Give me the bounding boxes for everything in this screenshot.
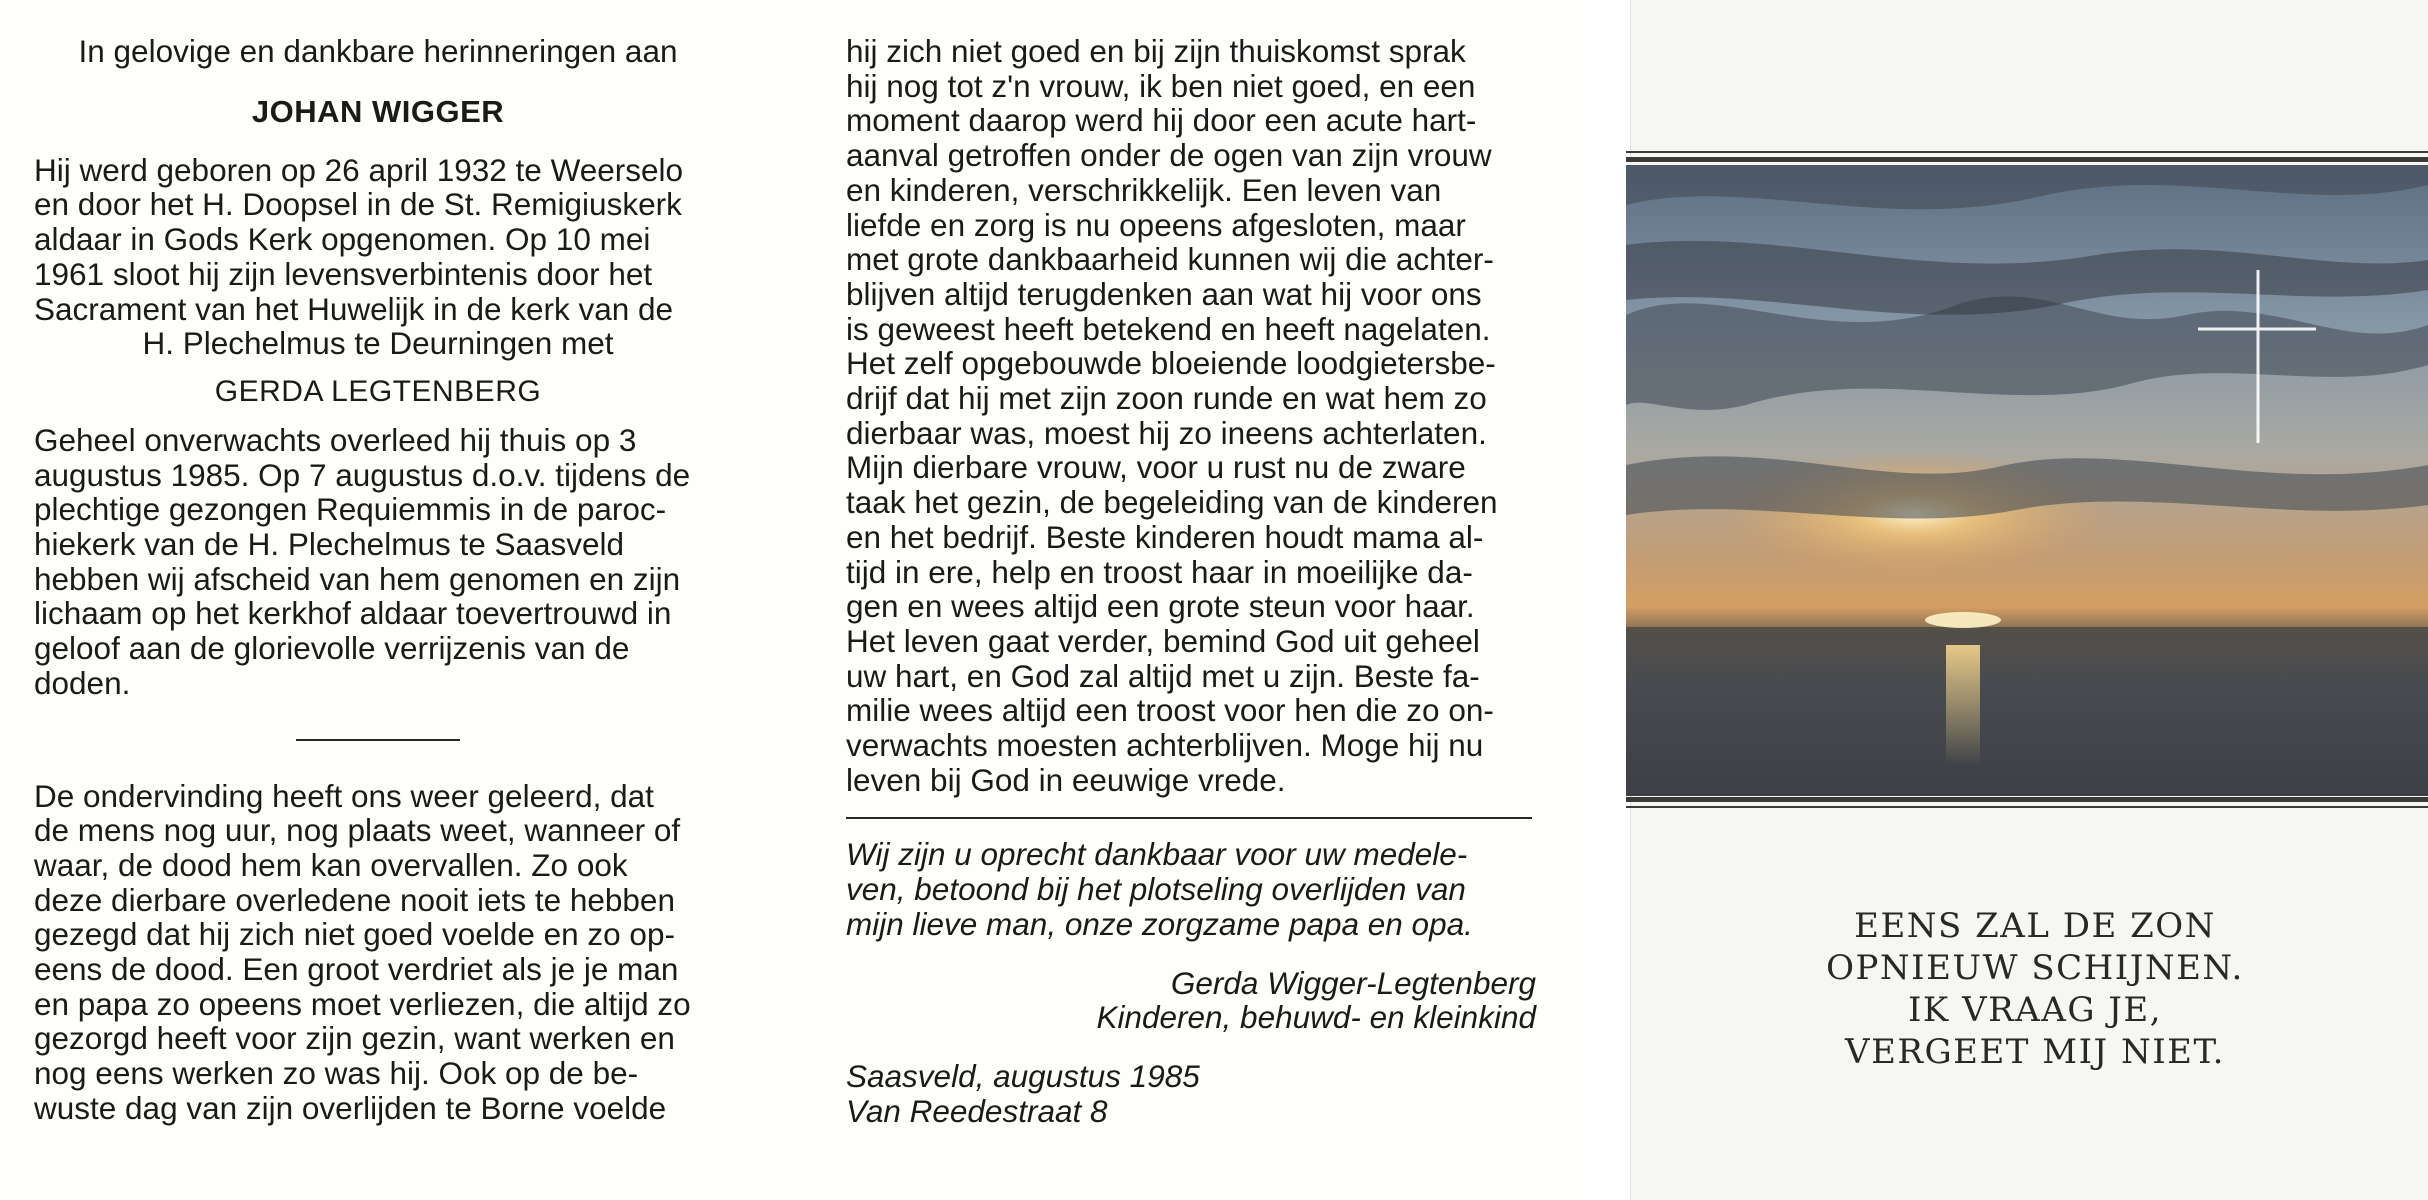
signature-name: Gerda Wigger-Legtenberg [1170,964,1536,1001]
text-line: eens de dood. Een groot verdriet als je je man [34,951,679,988]
frame-rule [1626,157,2428,162]
place-date: Saasveld, augustus 1985 [846,1057,1200,1094]
continuation-paragraph [846,34,1536,797]
text-line: gezegd dat hij zich niet goed voelde en zo op- [34,916,675,953]
thanks-paragraph [846,837,1536,941]
text-line: hiekerk van de H. Plechelmus te Saasveld [34,526,625,563]
intro-line: In gelovige en dankbare herinneringen aan [78,33,678,69]
text-line: milie wees altijd een troost voor hen die zo on- [846,692,1494,729]
text-line: en het bedrijf. Beste kinderen houdt mama al- [846,518,1484,555]
text-line: is geweest heeft betekend en heeft nagelaten. [846,310,1491,347]
text-line: De ondervinding heeft ons weer geleerd, dat [34,777,654,814]
text-line: geloof aan de glorievolle verrijzenis van de [34,630,630,667]
motto-line: OPNIEUW SCHIJNEN. [1826,948,2244,988]
text-line: en door het H. Doopsel in de St. Remigiuskerk [34,186,682,223]
text-line: en kinderen, verschrikkelijk. Een leven van [846,171,1442,208]
address: Van Reedestraat 8 [846,1092,1108,1129]
motto-line: VERGEET MIJ NIET. [1845,1032,2225,1072]
sunset-photo-frame [1626,151,2428,810]
text-line: uw hart, en God zal altijd met u zijn. Beste fa- [846,657,1480,694]
frame-rule [1626,797,2428,802]
sunset-landscape-image [1626,165,2428,796]
sunset-photo [1626,165,2428,796]
text-line: drijf dat hij met zijn zoon runde en wat hem zo [846,380,1487,417]
text-line: deze dierbare overledene nooit iets te hebben [34,881,675,918]
spouse-name: GERDA LEGTENBERG [214,374,542,408]
text-line: liefde en zorg is nu opeens afgesloten, maar [846,206,1466,243]
text-line: ven, betoond bij het plotseling overlijden van [846,871,1466,908]
motto-line: IK VRAAG JE, [1907,990,2163,1030]
text-line: Het leven gaat verder, bemind God uit geheel [846,622,1480,659]
text-line: Het zelf opgebouwde bloeiende loodgietersbe- [846,345,1496,382]
text-line: gen en wees altijd een grote steun voor haar. [846,588,1475,625]
deceased-name: JOHAN WIGGER [251,93,505,129]
text-line: blijven altijd terugdenken aan wat hij voor ons [846,275,1482,312]
text-line: Geheel onverwachts overleed hij thuis op 3 [34,421,637,458]
middle-text-column [846,34,1536,1128]
text-line: augustus 1985. Op 7 augustus d.o.v. tijdens de [34,456,691,493]
text-line: Sacrament van het Huwelijk in de kerk van de [34,290,674,327]
text-line: Mijn dierbare vrouw, voor u rust nu de zware [846,449,1466,486]
text-line: doden. [34,664,131,701]
text-line: gezorgd heeft voor zijn gezin, want werken en [34,1020,675,1057]
memorial-motto [1780,905,2290,1073]
biography-paragraph [34,153,722,361]
motto-line: EENS ZAL DE ZON [1854,906,2216,946]
text-line: de mens nog uur, nog plaats weet, wanneer of [34,812,681,849]
left-text-column [34,34,722,1126]
text-line: hij nog tot z'n vrouw, ik ben niet goed, en een [846,67,1476,104]
text-line: H. Plechelmus te Deurningen met [142,325,614,362]
text-line: aanval getroffen onder de ogen van zijn vrouw [846,137,1492,174]
signature-family: Kinderen, behuwd- en kleinkind [1096,999,1536,1036]
text-line: dierbaar was, moest hij zo ineens achterlaten. [846,414,1487,451]
text-line: hij zich niet goed en bij zijn thuiskomst sprak [846,33,1466,69]
text-line: Hij werd geboren op 26 april 1932 te Weerselo [34,151,684,188]
text-line: Wij zijn u oprecht dankbaar voor uw medele- [846,836,1468,873]
frame-rule [1626,151,2428,153]
text-line: wuste dag van zijn overlijden te Borne voelde [34,1089,667,1126]
text-line: met grote dankbaarheid kunnen wij die achter- [846,241,1494,278]
text-line: verwachts moesten achterblijven. Moge hij nu [846,727,1484,764]
text-line: mijn lieve man, onze zorgzame papa en opa. [846,905,1473,942]
section-divider [296,739,460,741]
section-divider [846,817,1532,819]
text-line: plechtige gezongen Requiemmis in de paroc- [34,491,667,528]
text-line: lichaam op het kerkhof aldaar toevertrouwd in [34,595,672,632]
card-fold-gap [1585,0,1630,1200]
text-line: aldaar in Gods Kerk opgenomen. Op 10 mei [34,221,651,258]
text-line: moment daarop werd hij door een acute hart- [846,102,1477,139]
text-line: waar, de dood hem kan overvallen. Zo ook [34,846,628,883]
text-line: hebben wij afscheid van hem genomen en zijn [34,560,681,597]
reflection-paragraph [34,779,722,1126]
text-line: 1961 sloot hij zijn levensverbintenis door het [34,255,653,292]
death-paragraph [34,423,722,701]
text-line: nog eens werken zo was hij. Ook op de be- [34,1055,639,1092]
text-line: en papa zo opeens moet verliezen, die altijd zo [34,985,691,1022]
text-line: leven bij God in eeuwige vrede. [846,761,1286,798]
frame-rule [1626,806,2428,808]
text-line: taak het gezin, de begeleiding van de kinderen [846,484,1498,521]
text-line: tijd in ere, help en troost haar in moeilijke da- [846,553,1473,590]
